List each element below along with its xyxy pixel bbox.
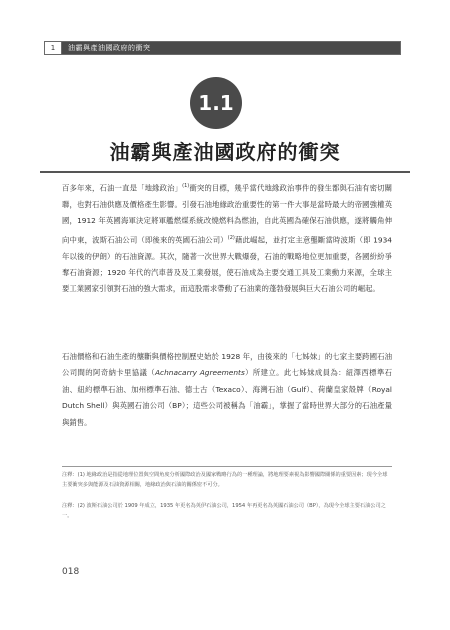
running-header [44, 41, 401, 55]
section-title: 油霸與產油國政府的衝突 [109, 140, 341, 164]
page-number: 018 [62, 567, 80, 577]
paragraph-text: 藉此崛起，並打定主意壟斷當時波斯（即 1934 年以後的伊朗）的石油資源。其次，隨著一次世界大戰爆發，石油的戰略地位更加重要，各國紛紛爭奪石油資源；1920 年代的汽車普及及工業發展，使石油成為主要交通工具及工業動力來源，全球主要工業國家引領對石油的強大需求，而這股需求帶動了石油業的蓬勃發展與巨大石油公司的崛起。 [62, 235, 392, 294]
paragraph-text: 衝突的目標，幾乎當代地緣政治事件的發生都與石油有密切關聯，也對石油供應及價格產生影響。引發石油地緣政治重要性的第一件大事是當時最大的帝國強權英國，1912 年英國海軍決定將軍艦燃煤系統改燒燃料為燃油，自此英國為確保石油供應，遂將觸角伸向中東，波斯石油公司（即後來的英國石油公司） [62, 183, 392, 245]
footnote-marker-1: (1) [182, 183, 190, 189]
footnote-2: 注釋：(2) 波斯石油公司於 1909 年成立，1935 年更名為英伊石油公司，1954 年再更名為英國石油公司（BP），為現今全球主要石油公司之一。 [62, 503, 386, 519]
title-divider [40, 171, 410, 173]
footnote-marker-2: (2) [227, 234, 235, 241]
footnote-1: 注釋：(1) 地緣政治是指從地理位置與空間角度分析國際政治及國家戰略行為的一種理論，將地理要素視為影響國際關係的重要因素；現今全球主要衝突多與能源及石油資源相關，地緣政治與石油的關係密不可分。 [62, 472, 388, 488]
paragraph-text: ）所建立。此七姊妹成員為：紐澤西標準石油、紐約標準石油、加州標準石油、德士古（Texaco）、海灣石油（Gulf）、荷蘭皇家殼牌（Royal Dutch Shell）與英國石油公司（BP）；這些公司被稱為「油霸」，掌握了當時世界大部分的石油產量與銷售。 [62, 368, 392, 427]
chapter-number: 1 [45, 42, 62, 54]
italic-term: Achnacarry Agreements [154, 368, 245, 378]
paragraph-text: 百多年來，石油一直是「地緣政治」 [62, 183, 183, 193]
body-paragraph-1 [62, 178, 392, 298]
section-number-badge: 1.1 [190, 77, 242, 129]
body-paragraph-2 [62, 349, 392, 431]
running-title: 油霸與產油國政府的衝突 [62, 42, 400, 54]
paragraph-text: 石油價格和石油生產的壟斷與價格控制歷史始於 1928 年，由後來的「七姊妹」的七家主要跨國石油公司間的阿奇納卡里協議（ [62, 352, 392, 378]
notes-divider [62, 466, 392, 467]
